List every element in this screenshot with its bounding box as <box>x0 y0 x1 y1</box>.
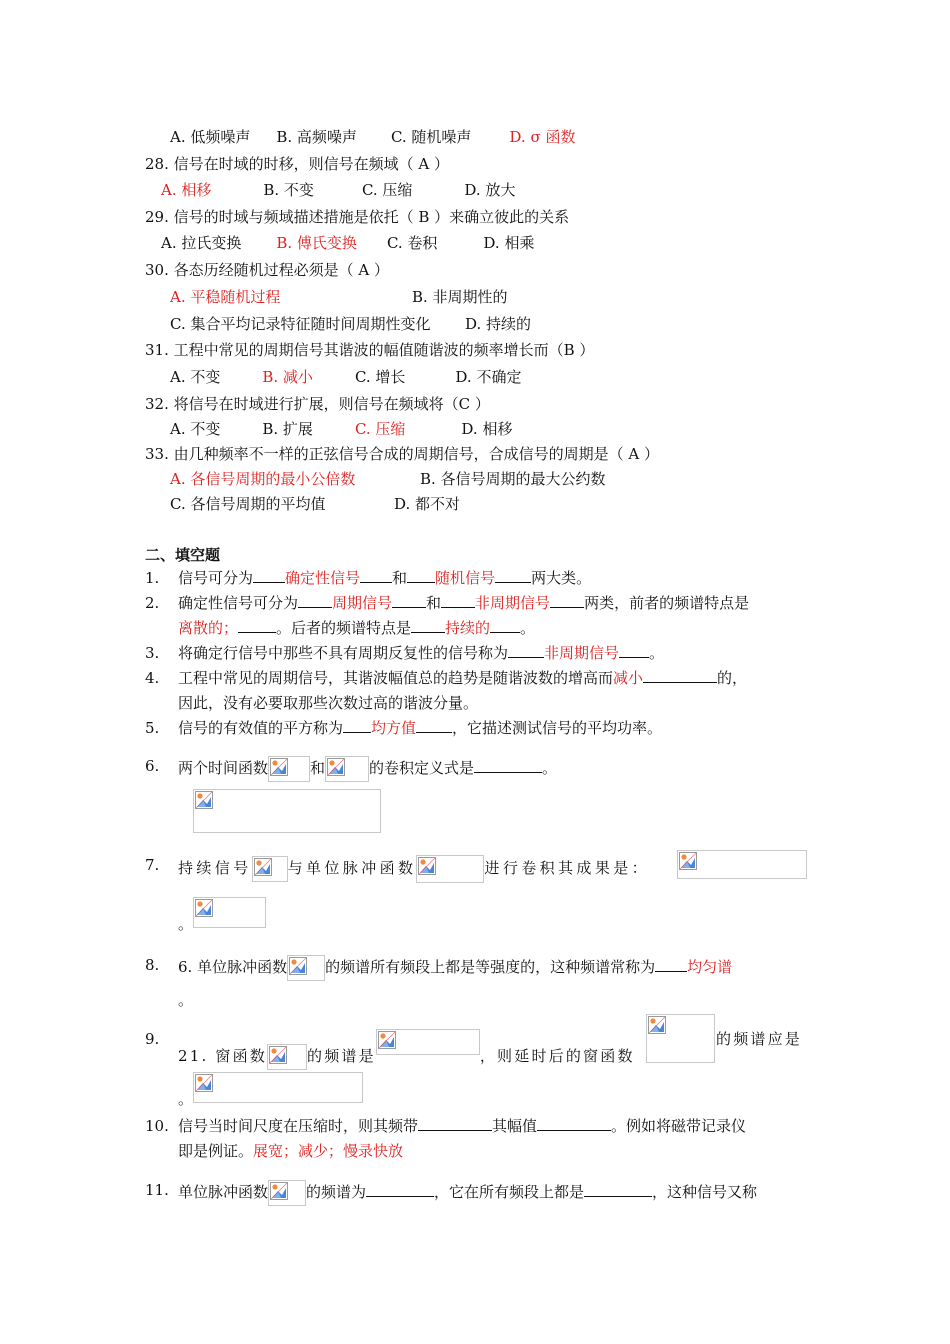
q32-option-d: D. 相移 <box>461 420 513 438</box>
q31-stem: 31. 工程中常见的周期信号其谐波的幅值随谐波的频率增长而（B ） <box>145 341 595 359</box>
q32-option-a: A. 不变 <box>170 420 221 438</box>
fill-11-text-c: ，它在所有频段上都是 <box>434 1183 585 1201</box>
q29-stem: 29. 信号的时域与频域描述措施是依托（ B ）来确立彼此的关系 <box>145 208 570 226</box>
broken-image-icon <box>418 857 436 875</box>
fill-4-text-b: 的， <box>717 669 748 687</box>
broken-image-icon <box>270 1182 288 1200</box>
formula-image-delta-8 <box>287 955 325 981</box>
formula-image-wt <box>267 1044 307 1070</box>
q28-option-a: A. 相移 <box>161 181 212 199</box>
q29-option-c: C. 卷积 <box>386 234 438 252</box>
q30-option-d: D. 持续的 <box>465 315 532 333</box>
fill-number-10: 10. <box>145 1117 169 1135</box>
q30-stem: 30. 各态历经随机过程必须是（ A ） <box>145 261 389 279</box>
fill-item-10-line-2 <box>178 1141 403 1161</box>
fill-number-11: 11. <box>145 1181 169 1199</box>
q31-option-c: C. 增长 <box>354 368 406 386</box>
broken-image-icon <box>648 1016 666 1034</box>
formula-image-delta <box>416 855 484 883</box>
fill-10-text-d: 即是例证。 <box>178 1142 254 1160</box>
fill-2-text-e: 。 <box>520 619 536 637</box>
fill-2-answer-2: 非周期信号 <box>475 594 551 612</box>
fill-5-text-a: 信号的有效值的平方称为 <box>178 719 344 737</box>
fill-3-text-b: 。 <box>649 644 665 662</box>
fill-6-text-d: 。 <box>542 759 558 777</box>
q30-option-c: C. 集合平均记录特征随时间周期性变化 <box>170 315 431 333</box>
q28-options <box>161 180 515 200</box>
broken-image-icon <box>378 1031 396 1049</box>
broken-image-icon <box>195 1074 213 1092</box>
q29-option-b: B. 傅氏变换 <box>276 234 357 252</box>
q31-option-d: D. 不确定 <box>455 368 522 386</box>
fill-item-4-line-2: 因此，没有必要取那些次数过高的谐波分量。 <box>178 694 479 712</box>
q27-option-a: A. 低频噪声 <box>170 128 251 146</box>
q32-option-b: B. 扩展 <box>262 420 313 438</box>
fill-number-9: 9. <box>145 1030 160 1048</box>
fill-2-text-c: 两类，前者的频谱特点是 <box>584 594 750 612</box>
fill-11-text-b: 的频谱为 <box>306 1183 367 1201</box>
fill-9-text-b: 的频谱是 <box>307 1047 376 1065</box>
formula-image-result-2 <box>193 897 266 928</box>
formula-image-f2 <box>325 756 369 782</box>
formula-image-convolution <box>193 789 381 833</box>
fill-5-text-b: ，它描述测试信号的平均功率。 <box>452 719 663 737</box>
fill-number-7: 7. <box>145 856 160 874</box>
fill-item-5 <box>178 718 662 738</box>
fill-9-text-a: 21. 窗函数 <box>178 1047 268 1065</box>
fill-1-text-b: 和 <box>392 569 408 587</box>
fill-number-8: 8. <box>145 956 160 974</box>
fill-1-answer-1: 确定性信号 <box>285 569 361 587</box>
q29-option-a: A. 拉氏变换 <box>161 234 242 252</box>
q27-option-b: B. 高频噪声 <box>276 128 357 146</box>
q28-option-b: B. 不变 <box>263 181 314 199</box>
fill-number-3: 3. <box>145 644 160 662</box>
q33-option-a: A. 各信号周期的最小公倍数 <box>170 470 356 488</box>
fill-2-text-d: 。后者的频谱特点是 <box>276 619 412 637</box>
fill-1-text-a: 信号可分为 <box>178 569 254 587</box>
q31-option-b: B. 减小 <box>262 368 313 386</box>
q27-option-d: D. σ 函数 <box>509 128 576 146</box>
formula-image-f1 <box>268 756 310 782</box>
q33-option-c: C. 各信号周期的平均值 <box>170 495 326 513</box>
fill-8-text-b: 的频谱所有频段上都是等强度的，这种频谱常称为 <box>325 958 656 976</box>
broken-image-icon <box>269 1046 287 1064</box>
q29-options <box>161 233 534 253</box>
q33-option-d: D. 都不对 <box>394 495 461 513</box>
q32-option-c: C. 压缩 <box>354 420 406 438</box>
broken-image-icon <box>195 899 213 917</box>
fill-6-text-a: 两个时间函数 <box>178 759 269 777</box>
fill-1-answer-2: 随机信号 <box>435 569 496 587</box>
q27-option-c: C. 随机噪声 <box>390 128 472 146</box>
broken-image-icon <box>679 852 697 870</box>
fill-6-text-b: 和 <box>310 759 326 777</box>
fill-item-3 <box>178 643 664 663</box>
fill-2-answer-1: 周期信号 <box>332 594 393 612</box>
fill-9-end-punct: 。 <box>178 1090 194 1108</box>
fill-6-text-c: 的卷积定义式是 <box>369 759 475 777</box>
formula-image-wt-delay <box>646 1014 715 1063</box>
fill-2-text-a: 确定性信号可分为 <box>178 594 299 612</box>
q32-options <box>170 419 512 439</box>
fill-10-text-b: 其幅值 <box>492 1117 538 1135</box>
fill-number-4: 4. <box>145 669 160 687</box>
q31-option-a: A. 不变 <box>170 368 221 386</box>
formula-image-wf-delay <box>193 1072 363 1103</box>
fill-5-answer: 均方值 <box>371 719 417 737</box>
formula-image-xt <box>252 856 288 882</box>
q27-options <box>170 127 575 147</box>
fill-9-text-d: 的频谱应是 <box>716 1030 803 1048</box>
formula-image-wf <box>376 1029 480 1055</box>
fill-4-text-a: 工程中常见的周期信号，其谐波幅值总的趋势是随谐波数的增高而 <box>178 669 614 687</box>
fill-7-text-c: 进行卷积其成果是： <box>484 859 651 877</box>
broken-image-icon <box>254 858 272 876</box>
q31-options <box>170 367 521 387</box>
fill-item-2-line-2 <box>178 618 535 638</box>
fill-8-answer: 均匀谱 <box>687 958 733 976</box>
fill-item-11 <box>178 1180 757 1206</box>
fill-item-2-line-1 <box>178 593 749 613</box>
broken-image-icon <box>195 791 213 809</box>
fill-3-answer: 非周期信号 <box>544 644 620 662</box>
fill-10-text-a: 信号当时间尺度在压缩时，则其频带 <box>178 1117 419 1135</box>
fill-11-text-a: 单位脉冲函数 <box>178 1183 269 1201</box>
fill-1-text-c: 两大类。 <box>531 569 592 587</box>
q28-option-c: C. 压缩 <box>361 181 413 199</box>
fill-7-text-a: 持续信号 <box>178 859 252 877</box>
fill-number-5: 5. <box>145 719 160 737</box>
fill-number-2: 2. <box>145 594 160 612</box>
fill-item-8 <box>178 955 732 981</box>
fill-number-1: 1. <box>145 569 160 587</box>
broken-image-icon <box>270 758 288 776</box>
formula-image-delta-11 <box>268 1180 306 1206</box>
fill-item-10-line-1 <box>178 1116 746 1136</box>
fill-item-4-line-1 <box>178 668 747 688</box>
fill-4-answer: 减小 <box>613 669 644 687</box>
fill-number-6: 6. <box>145 757 160 775</box>
q28-stem: 28. 信号在时域的时移，则信号在频域（ A ） <box>145 155 449 173</box>
formula-image-result <box>677 850 807 879</box>
q28-option-d: D. 放大 <box>464 181 516 199</box>
broken-image-icon <box>327 758 345 776</box>
fill-2-text-b: 和 <box>426 594 442 612</box>
broken-image-icon <box>289 957 307 975</box>
q32-stem: 32. 将信号在时域进行扩展，则信号在频域将（C ） <box>145 395 490 413</box>
fill-item-9 <box>178 1029 635 1070</box>
q33-option-b: B. 各信号周期的最大公约数 <box>420 470 606 488</box>
fill-8-text-a: 6. 单位脉冲函数 <box>178 958 288 976</box>
fill-10-answer: 展宽；减少；慢录快放 <box>253 1142 404 1160</box>
section-heading: 二、填空题 <box>145 546 221 564</box>
fill-10-text-c: 。例如将磁带记录仪 <box>611 1117 747 1135</box>
fill-7-end-punct: 。 <box>178 915 194 933</box>
fill-9-text-c: ，则延时后的窗函数 <box>479 1047 635 1065</box>
fill-2-answer-4: 持续的 <box>445 619 491 637</box>
q29-option-d: D. 相乘 <box>483 234 535 252</box>
fill-item-1 <box>178 568 591 588</box>
fill-item-7 <box>178 855 650 883</box>
fill-11-text-d: ，这种信号又称 <box>652 1183 758 1201</box>
fill-8-end-punct: 。 <box>178 991 194 1009</box>
fill-item-6 <box>178 756 557 782</box>
fill-2-answer-3: 离散的； <box>178 619 239 637</box>
q30-option-b: B. 非周期性的 <box>412 288 508 306</box>
q30-option-a: A. 平稳随机过程 <box>170 288 281 306</box>
fill-3-text-a: 将确定行信号中那些不具有周期反复性的信号称为 <box>178 644 509 662</box>
q33-stem: 33. 由几种频率不一样的正弦信号合成的周期信号，合成信号的周期是（ A ） <box>145 445 659 463</box>
fill-7-text-b: 与单位脉冲函数 <box>287 859 417 877</box>
